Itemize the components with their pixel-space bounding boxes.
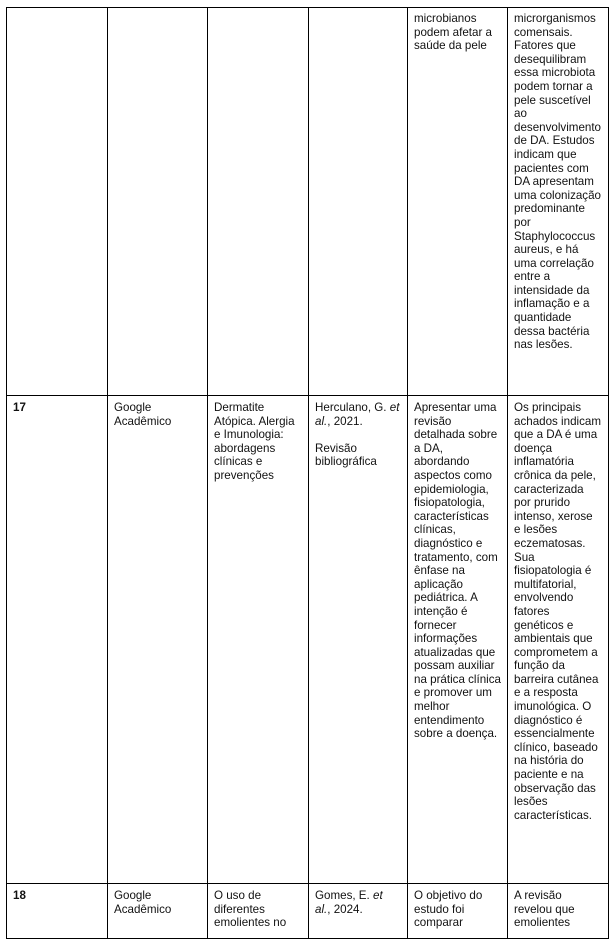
title-cell bbox=[208, 396, 309, 884]
table-row bbox=[7, 884, 609, 939]
title-cell bbox=[208, 884, 309, 939]
author-year: , 2021. bbox=[327, 414, 363, 428]
author-year: , 2024. bbox=[327, 902, 363, 916]
database-cell bbox=[108, 884, 208, 939]
authors-cell bbox=[309, 884, 408, 939]
study-number-cell bbox=[7, 396, 108, 884]
database-cell bbox=[108, 8, 208, 396]
study-design: Revisão bibliográfica bbox=[315, 441, 377, 469]
study-title: O uso de diferentes emolientes no bbox=[214, 889, 287, 930]
authors-cell bbox=[309, 8, 408, 396]
objective-cell bbox=[408, 8, 508, 396]
objective-text: O objetivo do estudo foi comparar bbox=[414, 889, 483, 930]
table-row bbox=[7, 396, 609, 884]
objective-cell bbox=[408, 884, 508, 939]
findings-text: Os principais achados indicam que a DA é uma doença inflamatória crônica da pele, caracterizada por prurido intenso, xerose e lesões eczematosas. Sua fisiopatologia é multifatorial, envolvendo fatores genéticos e ambientais que comprometem a função da barreira cutânea e a resposta imunológica. O diagnóstico é essencialmente clínico, baseado na história do paciente e na observação das lesões características. bbox=[514, 401, 602, 822]
findings-text: A revisão revelou que emolientes bbox=[514, 889, 575, 930]
findings-text: microrganismos comensais. Fatores que desequilibram essa microbiota podem tornar a pele suscetível ao desenvolvimento de DA. Estudos indicam que pacientes com DA apresentam uma colonização predominante por Staphylococcus aureus, e há uma correlação entre a intensidade da inflamação e a quantidade dessa bactéria nas lesões. bbox=[514, 12, 602, 352]
study-number: 18 bbox=[13, 889, 26, 902]
author-name: Gomes, E. bbox=[315, 889, 370, 902]
findings-cell bbox=[508, 884, 609, 939]
objective-text: microbianos podem afetar a saúde da pele bbox=[414, 12, 492, 53]
database-text: Google Acadêmico bbox=[114, 401, 172, 428]
author-etal: et al. bbox=[315, 401, 400, 428]
objective-cell bbox=[408, 396, 508, 884]
title-cell bbox=[208, 8, 309, 396]
findings-cell bbox=[508, 396, 609, 884]
authors-cell bbox=[309, 396, 408, 884]
studies-table bbox=[6, 7, 609, 939]
database-text: Google Acadêmico bbox=[114, 889, 172, 916]
author-etal: et al. bbox=[315, 889, 383, 916]
study-number-cell bbox=[7, 8, 108, 396]
study-number-cell bbox=[7, 884, 108, 939]
table-row bbox=[7, 8, 609, 396]
findings-cell bbox=[508, 8, 609, 396]
objective-text: Apresentar uma revisão detalhada sobre a DA, abordando aspectos como epidemiologia, fisiopatologia, características clínicas, diagnóstico e tratamento, com ênfase na aplicação pediátrica. A intenção é fornecer informações atualizadas que possam auxiliar na prática clínica e promover um melhor entendimento sobre a doença. bbox=[414, 401, 501, 741]
study-title: Dermatite Atópica. Alergia e Imunologia: abordagens clínicas e prevenções bbox=[214, 401, 295, 482]
study-number: 17 bbox=[13, 401, 26, 414]
database-cell bbox=[108, 396, 208, 884]
author-name: Herculano, G. bbox=[315, 401, 387, 414]
